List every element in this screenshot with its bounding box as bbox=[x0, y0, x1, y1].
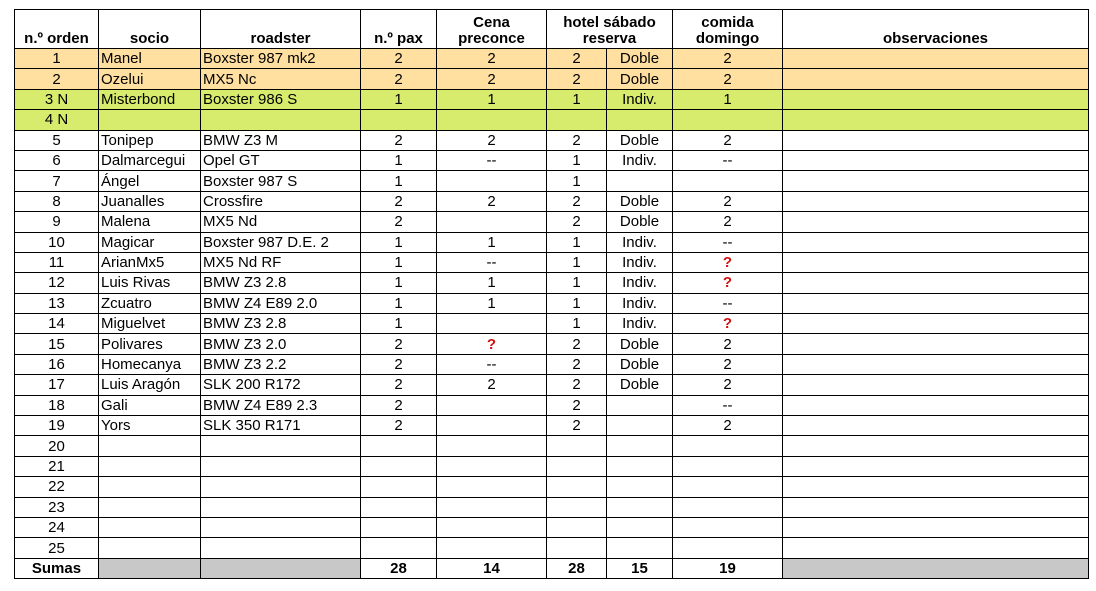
cell-roadster[interactable]: BMW Z4 E89 2.0 bbox=[201, 293, 361, 313]
cell-tipo[interactable]: Doble bbox=[607, 334, 673, 354]
cell-cena[interactable] bbox=[437, 395, 547, 415]
cell-comida[interactable]: 1 bbox=[673, 89, 783, 109]
cell-comida[interactable]: -- bbox=[673, 150, 783, 170]
cell-cena[interactable]: 2 bbox=[437, 191, 547, 211]
cell-roadster[interactable] bbox=[201, 477, 361, 497]
cell-roadster[interactable]: BMW Z3 2.2 bbox=[201, 354, 361, 374]
cell-pax[interactable] bbox=[361, 517, 437, 537]
cell-hotel[interactable]: 2 bbox=[547, 69, 607, 89]
cell-observaciones[interactable] bbox=[783, 477, 1089, 497]
cell-orden[interactable]: 8 bbox=[15, 191, 99, 211]
header-orden: n.º orden bbox=[15, 10, 99, 49]
cell-comida[interactable]: ? bbox=[673, 314, 783, 334]
totals-empty-roadster bbox=[201, 558, 361, 578]
table-row bbox=[15, 252, 1089, 272]
cell-observaciones[interactable] bbox=[783, 314, 1089, 334]
cell-tipo[interactable]: Doble bbox=[607, 130, 673, 150]
cell-roadster[interactable]: Crossfire bbox=[201, 191, 361, 211]
table-row bbox=[15, 314, 1089, 334]
cell-roadster[interactable]: MX5 Nd bbox=[201, 212, 361, 232]
table-row bbox=[15, 150, 1089, 170]
cell-cena[interactable] bbox=[437, 497, 547, 517]
cell-comida[interactable]: 2 bbox=[673, 416, 783, 436]
cell-orden[interactable]: 23 bbox=[15, 497, 99, 517]
cell-pax[interactable]: 1 bbox=[361, 89, 437, 109]
cell-cena[interactable]: 2 bbox=[437, 49, 547, 69]
cell-pax[interactable]: 2 bbox=[361, 212, 437, 232]
cell-roadster[interactable]: BMW Z3 2.8 bbox=[201, 273, 361, 293]
cell-hotel[interactable]: 2 bbox=[547, 334, 607, 354]
header-row bbox=[15, 10, 1089, 49]
totals-pax[interactable]: 28 bbox=[361, 558, 437, 578]
cell-orden[interactable]: 16 bbox=[15, 354, 99, 374]
cell-socio[interactable]: Ángel bbox=[99, 171, 201, 191]
cell-socio[interactable] bbox=[99, 110, 201, 130]
table-row bbox=[15, 334, 1089, 354]
cell-socio[interactable]: Ozelui bbox=[99, 69, 201, 89]
cell-tipo[interactable]: Indiv. bbox=[607, 150, 673, 170]
cell-orden[interactable]: 10 bbox=[15, 232, 99, 252]
cell-observaciones[interactable] bbox=[783, 436, 1089, 456]
cell-hotel[interactable] bbox=[547, 538, 607, 558]
cell-cena[interactable] bbox=[437, 171, 547, 191]
cell-tipo[interactable] bbox=[607, 436, 673, 456]
cell-tipo[interactable]: Indiv. bbox=[607, 273, 673, 293]
cell-orden[interactable]: 20 bbox=[15, 436, 99, 456]
cell-orden[interactable]: 14 bbox=[15, 314, 99, 334]
cell-socio[interactable] bbox=[99, 497, 201, 517]
table-row bbox=[15, 517, 1089, 537]
cell-observaciones[interactable] bbox=[783, 375, 1089, 395]
cell-observaciones[interactable] bbox=[783, 150, 1089, 170]
cell-comida[interactable]: 2 bbox=[673, 334, 783, 354]
cell-observaciones[interactable] bbox=[783, 456, 1089, 476]
cell-socio[interactable]: Polivares bbox=[99, 334, 201, 354]
cell-observaciones[interactable] bbox=[783, 416, 1089, 436]
cell-pax[interactable]: 1 bbox=[361, 232, 437, 252]
cell-comida[interactable]: ? bbox=[673, 252, 783, 272]
cell-cena[interactable] bbox=[437, 212, 547, 232]
cell-orden[interactable]: 9 bbox=[15, 212, 99, 232]
cell-pax[interactable] bbox=[361, 110, 437, 130]
cell-socio[interactable]: Manel bbox=[99, 49, 201, 69]
cell-cena[interactable] bbox=[437, 538, 547, 558]
cell-hotel[interactable]: 2 bbox=[547, 49, 607, 69]
cell-hotel[interactable] bbox=[547, 110, 607, 130]
cell-orden[interactable]: 25 bbox=[15, 538, 99, 558]
cell-hotel[interactable]: 1 bbox=[547, 232, 607, 252]
cell-comida[interactable]: 2 bbox=[673, 191, 783, 211]
table-body bbox=[15, 49, 1089, 559]
cell-cena[interactable] bbox=[437, 436, 547, 456]
cell-pax[interactable] bbox=[361, 538, 437, 558]
cell-tipo[interactable]: Indiv. bbox=[607, 89, 673, 109]
cell-observaciones[interactable] bbox=[783, 130, 1089, 150]
cell-pax[interactable]: 2 bbox=[361, 130, 437, 150]
cell-comida[interactable]: 2 bbox=[673, 49, 783, 69]
cell-orden[interactable]: 6 bbox=[15, 150, 99, 170]
cell-pax[interactable]: 2 bbox=[361, 334, 437, 354]
cell-cena[interactable]: 2 bbox=[437, 69, 547, 89]
cell-roadster[interactable]: MX5 Nc bbox=[201, 69, 361, 89]
cell-hotel[interactable]: 1 bbox=[547, 171, 607, 191]
cell-orden[interactable]: 3 N bbox=[15, 89, 99, 109]
cell-cena[interactable]: 1 bbox=[437, 293, 547, 313]
cell-comida[interactable]: 2 bbox=[673, 130, 783, 150]
cell-socio[interactable] bbox=[99, 456, 201, 476]
cell-hotel[interactable]: 1 bbox=[547, 273, 607, 293]
cell-comida[interactable] bbox=[673, 497, 783, 517]
header-socio: socio bbox=[99, 10, 201, 49]
cell-socio[interactable]: Tonipep bbox=[99, 130, 201, 150]
cell-hotel[interactable] bbox=[547, 477, 607, 497]
table-row bbox=[15, 69, 1089, 89]
cell-cena[interactable] bbox=[437, 477, 547, 497]
cell-observaciones[interactable] bbox=[783, 334, 1089, 354]
cell-orden[interactable]: 13 bbox=[15, 293, 99, 313]
cell-comida[interactable]: 2 bbox=[673, 354, 783, 374]
table-row bbox=[15, 456, 1089, 476]
cell-socio[interactable]: Malena bbox=[99, 212, 201, 232]
cell-hotel[interactable]: 2 bbox=[547, 375, 607, 395]
cell-hotel[interactable]: 1 bbox=[547, 252, 607, 272]
cell-tipo[interactable]: Indiv. bbox=[607, 232, 673, 252]
cell-roadster[interactable]: Boxster 987 D.E. 2 bbox=[201, 232, 361, 252]
cell-tipo[interactable] bbox=[607, 497, 673, 517]
cell-roadster[interactable]: Opel GT bbox=[201, 150, 361, 170]
cell-hotel[interactable]: 1 bbox=[547, 89, 607, 109]
cell-comida[interactable]: -- bbox=[673, 293, 783, 313]
cell-tipo[interactable]: Doble bbox=[607, 69, 673, 89]
cell-orden[interactable]: 17 bbox=[15, 375, 99, 395]
header-hotel: hotel sábado reserva bbox=[547, 10, 673, 49]
header-comida: comida domingo bbox=[673, 10, 783, 49]
table-row bbox=[15, 538, 1089, 558]
cell-comida[interactable]: 2 bbox=[673, 212, 783, 232]
cell-orden[interactable]: 24 bbox=[15, 517, 99, 537]
cell-comida[interactable]: 2 bbox=[673, 69, 783, 89]
cell-socio[interactable]: Yors bbox=[99, 416, 201, 436]
cell-pax[interactable]: 1 bbox=[361, 171, 437, 191]
cell-orden[interactable]: 18 bbox=[15, 395, 99, 415]
cell-cena[interactable] bbox=[437, 456, 547, 476]
cell-cena[interactable] bbox=[437, 314, 547, 334]
cell-pax[interactable]: 2 bbox=[361, 69, 437, 89]
cell-roadster[interactable]: BMW Z3 2.8 bbox=[201, 314, 361, 334]
cell-roadster[interactable] bbox=[201, 538, 361, 558]
cell-pax[interactable]: 2 bbox=[361, 49, 437, 69]
cell-observaciones[interactable] bbox=[783, 171, 1089, 191]
cell-hotel[interactable] bbox=[547, 436, 607, 456]
cell-hotel[interactable]: 2 bbox=[547, 354, 607, 374]
totals-hotel[interactable]: 28 bbox=[547, 558, 607, 578]
cell-cena[interactable] bbox=[437, 517, 547, 537]
cell-cena[interactable]: -- bbox=[437, 252, 547, 272]
cell-orden[interactable]: 7 bbox=[15, 171, 99, 191]
cell-observaciones[interactable] bbox=[783, 293, 1089, 313]
table-row bbox=[15, 191, 1089, 211]
spreadsheet bbox=[14, 9, 1089, 579]
table-row bbox=[15, 110, 1089, 130]
cell-tipo[interactable]: Indiv. bbox=[607, 314, 673, 334]
cell-observaciones[interactable] bbox=[783, 191, 1089, 211]
cell-tipo[interactable] bbox=[607, 456, 673, 476]
table-row bbox=[15, 171, 1089, 191]
cell-cena[interactable]: 2 bbox=[437, 130, 547, 150]
cell-tipo[interactable] bbox=[607, 395, 673, 415]
table-row bbox=[15, 89, 1089, 109]
cell-roadster[interactable] bbox=[201, 456, 361, 476]
cell-socio[interactable]: Homecanya bbox=[99, 354, 201, 374]
cell-roadster[interactable]: MX5 Nd RF bbox=[201, 252, 361, 272]
totals-tipo[interactable]: 15 bbox=[607, 558, 673, 578]
header-roadster: roadster bbox=[201, 10, 361, 49]
cell-cena[interactable] bbox=[437, 110, 547, 130]
cell-tipo[interactable]: Doble bbox=[607, 212, 673, 232]
cell-roadster[interactable] bbox=[201, 517, 361, 537]
cell-comida[interactable] bbox=[673, 171, 783, 191]
totals-empty-observaciones bbox=[783, 558, 1089, 578]
cell-orden[interactable]: 11 bbox=[15, 252, 99, 272]
cell-socio[interactable]: Magicar bbox=[99, 232, 201, 252]
cell-comida[interactable]: 2 bbox=[673, 375, 783, 395]
cell-observaciones[interactable] bbox=[783, 69, 1089, 89]
cell-pax[interactable]: 1 bbox=[361, 293, 437, 313]
cell-hotel[interactable]: 2 bbox=[547, 395, 607, 415]
cell-pax[interactable]: 2 bbox=[361, 395, 437, 415]
cell-orden[interactable]: 5 bbox=[15, 130, 99, 150]
registration-table bbox=[14, 9, 1089, 579]
cell-roadster[interactable]: BMW Z4 E89 2.3 bbox=[201, 395, 361, 415]
cell-hotel[interactable]: 2 bbox=[547, 191, 607, 211]
table-row bbox=[15, 375, 1089, 395]
cell-pax[interactable] bbox=[361, 456, 437, 476]
table-row bbox=[15, 232, 1089, 252]
cell-hotel[interactable]: 2 bbox=[547, 212, 607, 232]
cell-orden[interactable]: 1 bbox=[15, 49, 99, 69]
cell-comida[interactable] bbox=[673, 517, 783, 537]
cell-comida[interactable]: -- bbox=[673, 232, 783, 252]
cell-tipo[interactable]: Indiv. bbox=[607, 293, 673, 313]
table-row bbox=[15, 395, 1089, 415]
cell-orden[interactable]: 12 bbox=[15, 273, 99, 293]
cell-roadster[interactable] bbox=[201, 110, 361, 130]
cell-pax[interactable]: 2 bbox=[361, 191, 437, 211]
cell-roadster[interactable] bbox=[201, 436, 361, 456]
cell-tipo[interactable] bbox=[607, 416, 673, 436]
cell-hotel[interactable]: 1 bbox=[547, 150, 607, 170]
cell-hotel[interactable]: 2 bbox=[547, 130, 607, 150]
cell-comida[interactable] bbox=[673, 477, 783, 497]
cell-hotel[interactable]: 1 bbox=[547, 293, 607, 313]
cell-orden[interactable]: 22 bbox=[15, 477, 99, 497]
cell-socio[interactable]: Zcuatro bbox=[99, 293, 201, 313]
cell-pax[interactable]: 1 bbox=[361, 314, 437, 334]
cell-orden[interactable]: 2 bbox=[15, 69, 99, 89]
cell-socio[interactable]: ArianMx5 bbox=[99, 252, 201, 272]
table-row bbox=[15, 477, 1089, 497]
cell-tipo[interactable]: Doble bbox=[607, 49, 673, 69]
cell-hotel[interactable] bbox=[547, 517, 607, 537]
cell-socio[interactable] bbox=[99, 477, 201, 497]
cell-observaciones[interactable] bbox=[783, 49, 1089, 69]
cell-pax[interactable]: 2 bbox=[361, 354, 437, 374]
totals-comida[interactable]: 19 bbox=[673, 558, 783, 578]
table-row bbox=[15, 212, 1089, 232]
cell-hotel[interactable]: 2 bbox=[547, 416, 607, 436]
cell-hotel[interactable]: 1 bbox=[547, 314, 607, 334]
cell-observaciones[interactable] bbox=[783, 89, 1089, 109]
cell-orden[interactable]: 4 N bbox=[15, 110, 99, 130]
cell-cena[interactable]: -- bbox=[437, 150, 547, 170]
cell-observaciones[interactable] bbox=[783, 110, 1089, 130]
table-row bbox=[15, 416, 1089, 436]
cell-hotel[interactable] bbox=[547, 497, 607, 517]
cell-pax[interactable]: 2 bbox=[361, 375, 437, 395]
cell-tipo[interactable]: Doble bbox=[607, 354, 673, 374]
cell-cena[interactable]: -- bbox=[437, 354, 547, 374]
header-cena: Cena preconce bbox=[437, 10, 547, 49]
table-row bbox=[15, 273, 1089, 293]
cell-pax[interactable] bbox=[361, 497, 437, 517]
totals-row bbox=[15, 558, 1089, 578]
table-row bbox=[15, 436, 1089, 456]
cell-hotel[interactable] bbox=[547, 456, 607, 476]
table-row bbox=[15, 497, 1089, 517]
totals-empty-socio bbox=[99, 558, 201, 578]
cell-roadster[interactable]: Boxster 986 S bbox=[201, 89, 361, 109]
cell-cena[interactable] bbox=[437, 416, 547, 436]
cell-observaciones[interactable] bbox=[783, 273, 1089, 293]
cell-comida[interactable] bbox=[673, 538, 783, 558]
cell-observaciones[interactable] bbox=[783, 497, 1089, 517]
table-row bbox=[15, 354, 1089, 374]
cell-pax[interactable]: 2 bbox=[361, 416, 437, 436]
cell-socio[interactable] bbox=[99, 517, 201, 537]
cell-orden[interactable]: 19 bbox=[15, 416, 99, 436]
cell-observaciones[interactable] bbox=[783, 538, 1089, 558]
cell-tipo[interactable]: Doble bbox=[607, 191, 673, 211]
cell-roadster[interactable] bbox=[201, 497, 361, 517]
table-row bbox=[15, 49, 1089, 69]
cell-cena[interactable]: 2 bbox=[437, 375, 547, 395]
cell-cena[interactable]: 1 bbox=[437, 232, 547, 252]
totals-label: Sumas bbox=[15, 558, 99, 578]
cell-observaciones[interactable] bbox=[783, 232, 1089, 252]
cell-comida[interactable] bbox=[673, 110, 783, 130]
cell-roadster[interactable]: BMW Z3 M bbox=[201, 130, 361, 150]
cell-roadster[interactable]: SLK 200 R172 bbox=[201, 375, 361, 395]
cell-roadster[interactable]: SLK 350 R171 bbox=[201, 416, 361, 436]
cell-comida[interactable]: ? bbox=[673, 273, 783, 293]
cell-cena[interactable]: ? bbox=[437, 334, 547, 354]
cell-tipo[interactable] bbox=[607, 477, 673, 497]
cell-socio[interactable]: Luis Rivas bbox=[99, 273, 201, 293]
cell-pax[interactable] bbox=[361, 436, 437, 456]
table-row bbox=[15, 130, 1089, 150]
cell-tipo[interactable] bbox=[607, 538, 673, 558]
cell-socio[interactable]: Juanalles bbox=[99, 191, 201, 211]
header-pax: n.º pax bbox=[361, 10, 437, 49]
cell-pax[interactable]: 1 bbox=[361, 252, 437, 272]
cell-socio[interactable] bbox=[99, 436, 201, 456]
cell-tipo[interactable] bbox=[607, 171, 673, 191]
cell-tipo[interactable] bbox=[607, 517, 673, 537]
cell-orden[interactable]: 15 bbox=[15, 334, 99, 354]
cell-comida[interactable]: -- bbox=[673, 395, 783, 415]
cell-comida[interactable] bbox=[673, 436, 783, 456]
cell-observaciones[interactable] bbox=[783, 252, 1089, 272]
cell-socio[interactable]: Misterbond bbox=[99, 89, 201, 109]
cell-socio[interactable]: Luis Aragón bbox=[99, 375, 201, 395]
cell-roadster[interactable]: BMW Z3 2.0 bbox=[201, 334, 361, 354]
cell-pax[interactable]: 1 bbox=[361, 150, 437, 170]
totals-cena[interactable]: 14 bbox=[437, 558, 547, 578]
cell-orden[interactable]: 21 bbox=[15, 456, 99, 476]
cell-observaciones[interactable] bbox=[783, 395, 1089, 415]
cell-comida[interactable] bbox=[673, 456, 783, 476]
cell-roadster[interactable]: Boxster 987 mk2 bbox=[201, 49, 361, 69]
cell-roadster[interactable]: Boxster 987 S bbox=[201, 171, 361, 191]
cell-socio[interactable]: Miguelvet bbox=[99, 314, 201, 334]
cell-socio[interactable]: Gali bbox=[99, 395, 201, 415]
cell-tipo[interactable]: Indiv. bbox=[607, 252, 673, 272]
cell-observaciones[interactable] bbox=[783, 517, 1089, 537]
cell-cena[interactable]: 1 bbox=[437, 273, 547, 293]
cell-socio[interactable] bbox=[99, 538, 201, 558]
cell-socio[interactable]: Dalmarcegui bbox=[99, 150, 201, 170]
table-row bbox=[15, 293, 1089, 313]
header-observaciones: observaciones bbox=[783, 10, 1089, 49]
cell-pax[interactable]: 1 bbox=[361, 273, 437, 293]
cell-tipo[interactable] bbox=[607, 110, 673, 130]
cell-cena[interactable]: 1 bbox=[437, 89, 547, 109]
cell-pax[interactable] bbox=[361, 477, 437, 497]
cell-tipo[interactable]: Doble bbox=[607, 375, 673, 395]
cell-observaciones[interactable] bbox=[783, 212, 1089, 232]
cell-observaciones[interactable] bbox=[783, 354, 1089, 374]
